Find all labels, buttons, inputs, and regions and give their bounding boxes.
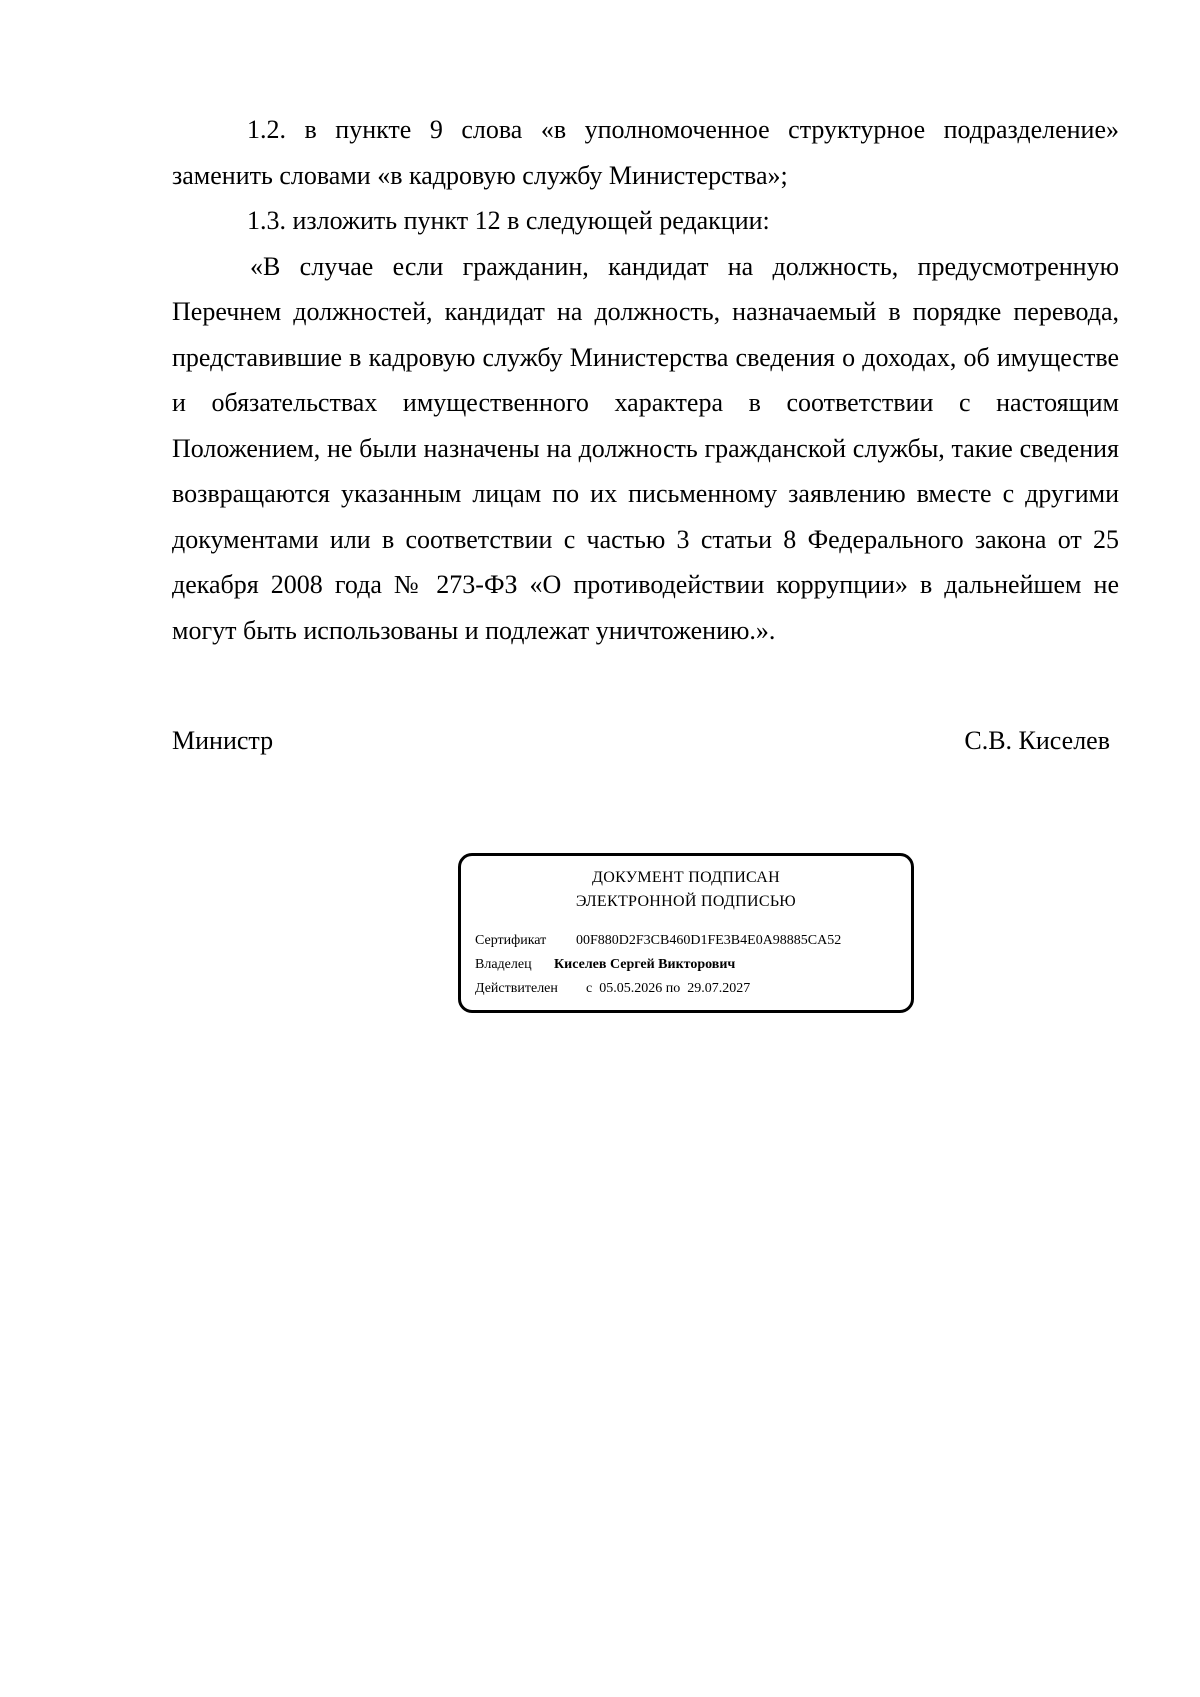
stamp-certificate-value: 00F880D2F3CB460D1FE3B4E0A98885CA52	[576, 933, 842, 948]
stamp-title-line-2: ЭЛЕКТРОННОЙ ПОДПИСЬЮ	[575, 893, 797, 910]
stamp-certificate-label: Сертификат	[475, 933, 547, 948]
signature-block	[172, 724, 1110, 758]
stamp-title	[461, 866, 911, 914]
stamp-owner-value: Киселев Сергей Викторович	[554, 957, 736, 972]
stamp-owner-row	[475, 955, 735, 975]
signer-name: С.В. Киселев	[964, 726, 1110, 755]
paragraph-item-1-2: 1.2. в пункте 9 слова «в уполномоченное структурное подразделение» заменить словами «в кадровую службу Министерства»;	[172, 115, 1119, 190]
stamp-title-line-1: ДОКУМЕНТ ПОДПИСАН	[592, 869, 780, 886]
stamp-validity-row	[475, 979, 750, 999]
stamp-certificate-row	[475, 931, 841, 951]
paragraph-point-12-text: «В случае если гражданин, кандидат на должность, предусмотренную Перечнем должностей, кандидат на должность, назначаемый в порядке перевода, представившие в кадровую службу Министерства сведения о доходах, об имуществе и обязательствах имущественного характера в соответствии с настоящим Положением, не были назначены на должность гражданской службы, такие сведения возвращаются указанным лицам по их письменному заявлению вместе с другими документами или в соответствии с частью 3 статьи 8 Федерального закона от 25 декабря 2008 года № 273-ФЗ «О противодействии коррупции» в дальнейшем не могут быть использованы и подлежат уничтожению.».	[172, 251, 1119, 645]
paragraph-item-1-3: 1.3. изложить пункт 12 в следующей редакции:	[247, 206, 770, 235]
electronic-signature-stamp	[458, 853, 914, 1013]
stamp-validity-value: с 05.05.2026 по 29.07.2027	[586, 981, 751, 996]
stamp-owner-label: Владелец	[475, 957, 532, 972]
signer-position: Министр	[172, 726, 274, 755]
stamp-validity-label: Действителен	[475, 981, 558, 996]
document-body	[172, 107, 1119, 653]
